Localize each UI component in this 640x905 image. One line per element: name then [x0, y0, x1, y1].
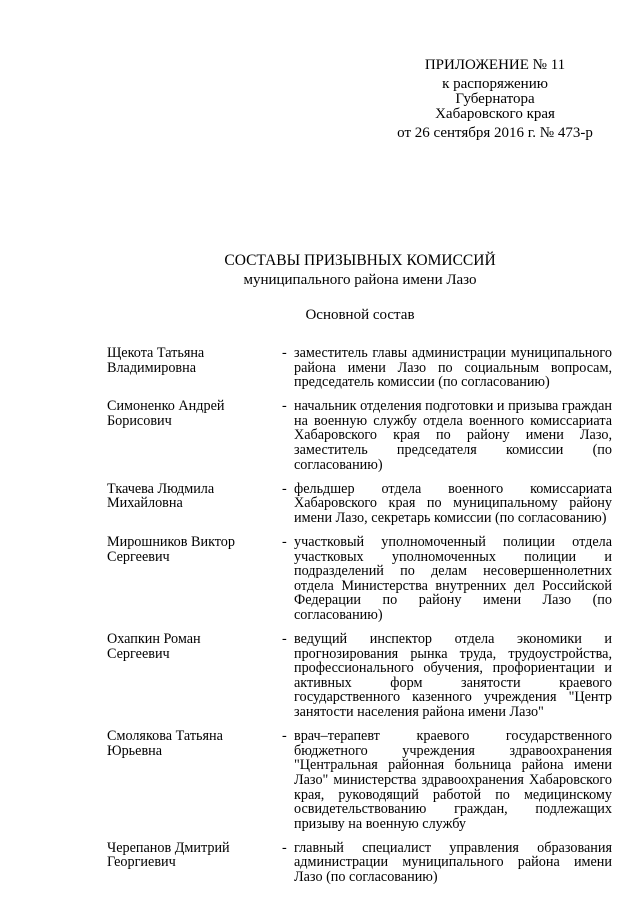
member-dash: -	[282, 631, 287, 648]
member-dash: -	[282, 398, 287, 415]
member-name	[107, 535, 282, 564]
member-name	[107, 346, 282, 375]
member-role: врач–терапевт краевого государственного бюджетного учреждения здравоохранения "Центральная районная больница района имени Лазо" министерства здравоохранения Хабаровского края, руководящий работой по медицинскому освидетельствованию граждан, подлежащих призыву на военную службу	[294, 728, 612, 832]
member-patronymic: Георгиевич	[107, 854, 176, 871]
member-dash: -	[282, 839, 287, 856]
member-role: заместитель главы администрации муниципального района имени Лазо по социальным вопросам, председатель комиссии (по согласованию)	[294, 345, 612, 391]
member-row	[107, 346, 612, 390]
member-patronymic: Сергеевич	[107, 645, 170, 662]
member-role: главный специалист управления образования администрации муниципального района имени Лазо (по согласованию)	[294, 839, 612, 885]
member-row	[107, 729, 612, 831]
appendix-title: ПРИЛОЖЕНИЕ № 11	[424, 57, 566, 73]
member-surname-first: Мирошников Виктор	[107, 534, 235, 551]
member-dash: -	[282, 728, 287, 745]
appendix-date: от 26 сентября 2016 г. № 473-р	[397, 125, 593, 141]
member-surname-first: Симоненко Андрей	[107, 398, 225, 415]
commission-members-list	[107, 346, 612, 885]
appendix-line-3: Хабаровского края	[435, 106, 555, 122]
member-row	[107, 535, 612, 623]
member-name	[107, 399, 282, 428]
member-surname-first: Щекота Татьяна	[107, 345, 205, 361]
appendix-block	[380, 58, 610, 141]
member-patronymic: Юрьевна	[107, 742, 163, 759]
document-title: СОСТАВЫ ПРИЗЫВНЫХ КОМИССИЙ	[224, 252, 496, 269]
member-surname-first: Ткачева Людмила	[107, 480, 215, 497]
member-patronymic: Михайловна	[107, 495, 183, 512]
member-row	[107, 632, 612, 720]
member-role: участковый уполномоченный полиции отдела участковых уполномоченных полиции и подразделений по делам несовершеннолетних отдела Министерства внутренних дел Российской Федерации по району имени Лазо (по согласованию)	[294, 534, 612, 623]
member-patronymic: Сергеевич	[107, 548, 170, 565]
member-patronymic: Владимировна	[107, 359, 196, 376]
member-dash: -	[282, 345, 287, 361]
member-role: фельдшер отдела военного комиссариата Хабаровского края по муниципальному району имени Лазо, секретарь комиссии (по согласованию)	[294, 480, 612, 526]
member-role: ведущий инспектор отдела экономики и прогнозирования рынка труда, трудоустройства, профессионального обучения, профориентации и активных форм занятости краевого государственного казенного учреждения "Центр занятости населения района имени Лазо"	[294, 631, 612, 721]
member-row	[107, 841, 612, 885]
member-surname-first: Черепанов Дмитрий	[107, 839, 230, 856]
appendix-line-2: Губернатора	[455, 91, 535, 107]
member-name	[107, 729, 282, 758]
member-role: начальник отделения подготовки и призыва граждан на военную службу отдела военного комиссариата Хабаровского края по району имени Лазо, заместитель председателя комиссии (по согласованию)	[294, 398, 612, 473]
member-name	[107, 841, 282, 870]
member-patronymic: Борисович	[107, 412, 172, 429]
member-dash: -	[282, 534, 287, 551]
member-row	[107, 399, 612, 472]
member-name	[107, 482, 282, 511]
member-dash: -	[282, 480, 287, 497]
section-heading: Основной состав	[305, 307, 415, 323]
member-surname-first: Охапкин Роман	[107, 631, 201, 648]
document-subtitle: муниципального района имени Лазо	[243, 272, 477, 288]
member-name	[107, 632, 282, 661]
member-row	[107, 482, 612, 526]
member-surname-first: Смолякова Татьяна	[107, 728, 223, 745]
appendix-line-1: к распоряжению	[442, 76, 548, 92]
